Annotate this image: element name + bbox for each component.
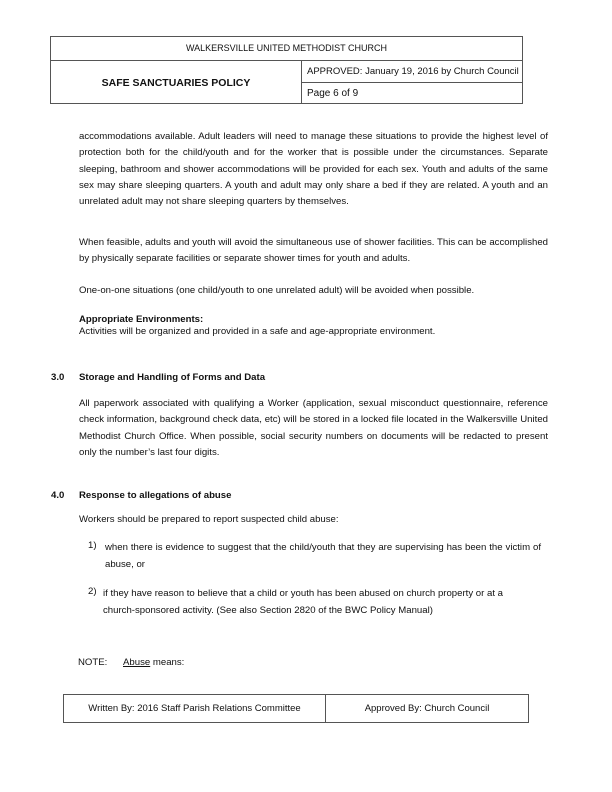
section-storage-text: All paperwork associated with qualifying a Worker (application, sexual misconduct questionnaire, reference check information, background check data, etc) will be stored in a locked file located in the Walkersville United Methodist Church Office. When possible, social security numbers on documents will be redacted to present only the number’s last four digits. <box>79 398 548 458</box>
approval-info: APPROVED: January 19, 2016 by Church Council <box>302 61 522 83</box>
organization-name: WALKERSVILLE UNITED METHODIST CHURCH <box>51 37 522 61</box>
section-abuse-intro: Workers should be prepared to report suspected child abuse: <box>79 514 339 525</box>
note-term: Abuse <box>123 657 151 668</box>
section-title: Storage and Handling of Forms and Data <box>79 372 266 383</box>
paragraph-shower-facilities: When feasible, adults and youth will avoid the simultaneous use of shower facilities. This can be accomplished by physically separate facilities or separate shower times for youth and adults. <box>79 237 548 265</box>
list-item-text: when there is evidence to suggest that the child/youth that they are supervising has been the victim of abuse, or <box>105 542 541 570</box>
approved-by: Approved By: Church Council <box>364 703 490 714</box>
policy-title: SAFE SANCTUARIES POLICY <box>51 61 302 104</box>
header-table <box>50 36 523 104</box>
section-title: Response to allegations of abuse <box>79 490 232 501</box>
section-number: 4.0 <box>51 490 65 501</box>
environments-text: Activities will be organized and provided in a safe and age-appropriate environment. <box>79 326 436 337</box>
environments-heading: Appropriate Environments: <box>79 314 204 325</box>
written-by: Written By: 2016 Staff Parish Relations Committee <box>64 695 326 722</box>
note-definition <box>123 657 184 668</box>
note-rest: means: <box>150 657 185 668</box>
list-item-number: 2) <box>88 586 97 597</box>
page-number: Page 6 of 9 <box>307 88 359 99</box>
list-item-number: 1) <box>88 540 97 551</box>
note-label: NOTE: <box>78 657 108 668</box>
section-number: 3.0 <box>51 372 65 383</box>
paragraph-accommodations: accommodations available. Adult leaders will need to manage these situations to provide the highest level of protection both for the child/youth and for the worker that is possible under the circumstances. Separate sleeping, bathroom and shower accommodations will be provided for each sex. Youth and adults of the same sex may share sleeping quarters. A youth and adult may only share a bed if they are related. A youth and an unrelated adult may not share sleeping quarters by themselves. <box>79 131 548 208</box>
list-item-text: if they have reason to believe that a child or youth has been abused on church property or at a church-sponsored activity. (See also Section 2820 of the BWC Policy Manual) <box>103 588 503 616</box>
footer-table <box>63 694 529 723</box>
paragraph-one-on-one: One-on-one situations (one child/youth to one unrelated adult) will be avoided when possible. <box>79 285 475 296</box>
